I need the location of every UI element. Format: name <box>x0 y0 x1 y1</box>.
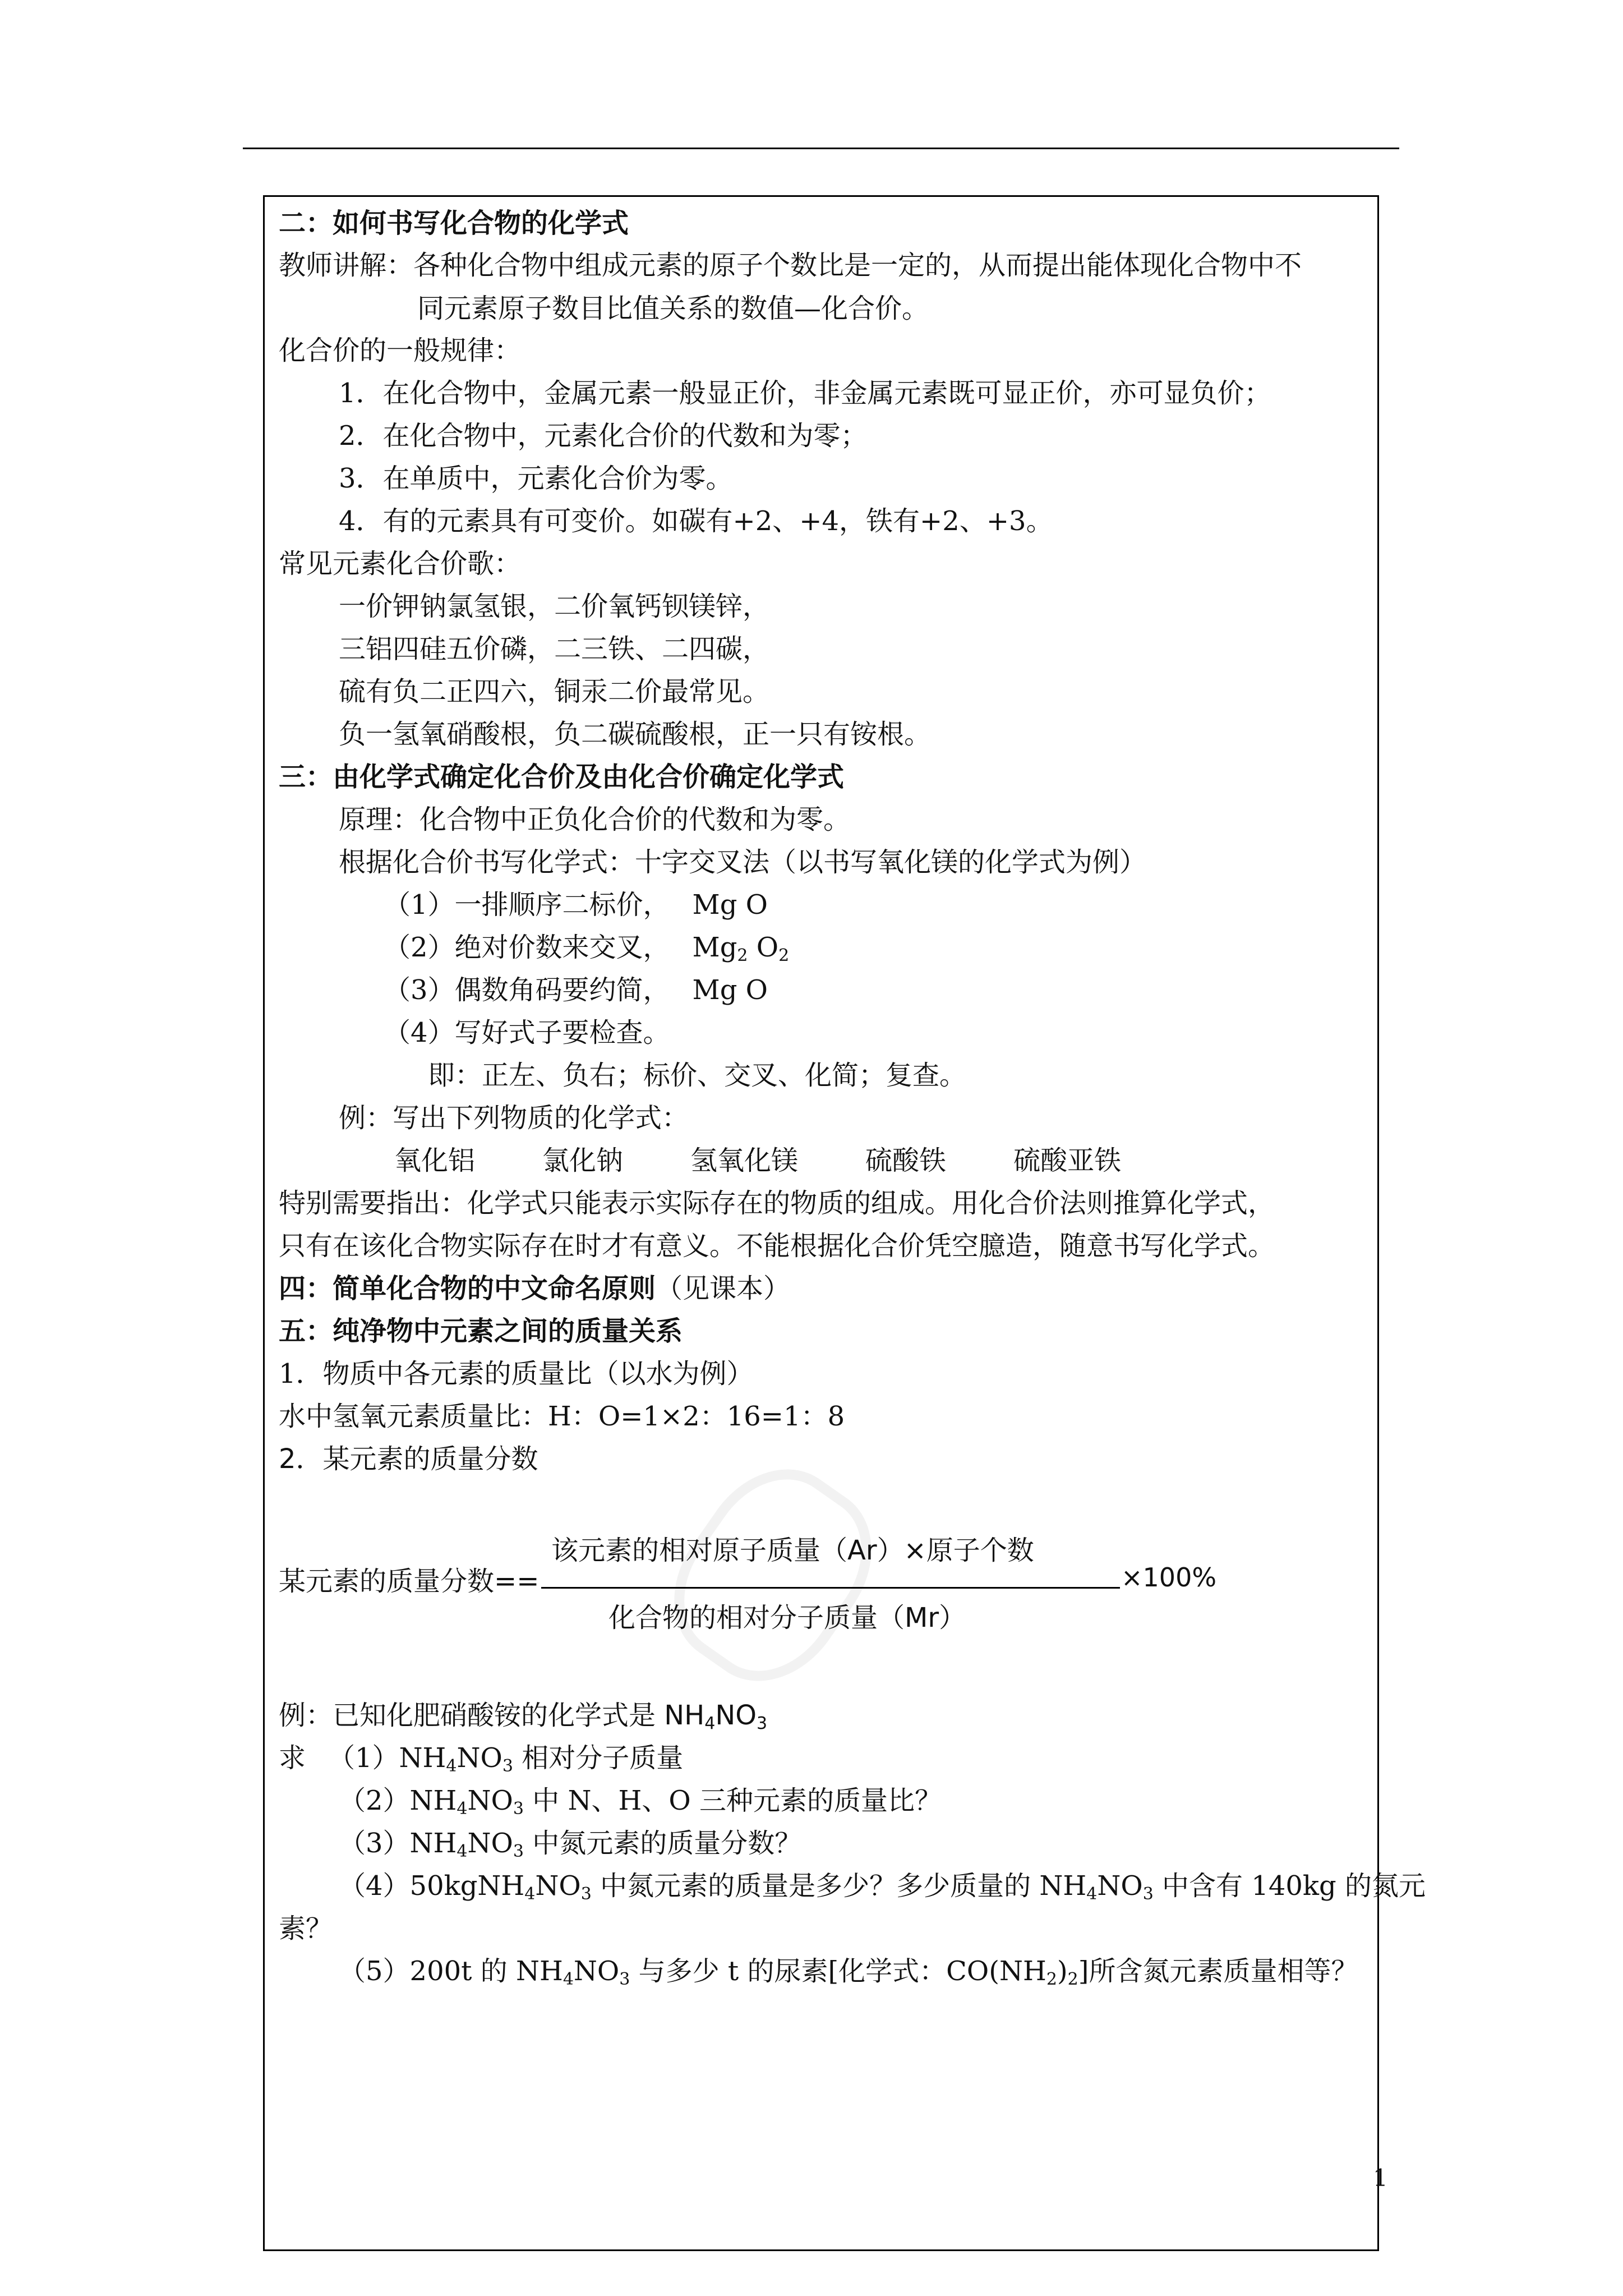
example-item: 硫酸铁 <box>865 1145 947 1176</box>
section-2-title: 二：如何书写化合物的化学式 <box>279 208 629 239</box>
song-line: 三铝四硅五价磷，二三铁、二四碳， <box>339 633 770 665</box>
rule-item: 2．在化合物中，元素化合价的代数和为零； <box>339 420 868 452</box>
rule-item: 4．有的元素具有可变价。如碳有+2、+4，铁有+2、+3。 <box>339 505 1053 537</box>
cross-method-intro: 根据化合价书写化学式：十字交叉法（以书写氧化镁的化学式为例） <box>339 846 1147 878</box>
question-2: $(2)NH_4NO_3$ 中 N、H、O 三种元素的质量比？ <box>339 1785 942 1819</box>
teacher-explanation-line-2: 同元素原子数目比值关系的数值—化合价。 <box>417 293 929 324</box>
example-item: 氯化钠 <box>542 1145 624 1176</box>
formula-numerator: 该元素的相对原子质量（Ar）×原子个数 <box>551 1535 1034 1566</box>
step-1: （1）一排顺序二标价， Mg O <box>384 889 768 921</box>
example-items <box>394 1139 1121 1182</box>
step-formula: Mg O <box>692 889 768 921</box>
mass-fraction-heading: 2．某元素的质量分数 <box>279 1443 538 1475</box>
water-mass-ratio: 水中氢氧元素质量比：H：O=1×2：16=1：8 <box>279 1401 845 1432</box>
song-line: 硫有负二正四六，铜汞二价最常见。 <box>339 676 770 707</box>
question-3: $(3)NH_4NO_3$ 中氮元素的质量分数？ <box>339 1828 802 1861</box>
section-4-title: 四：简单化合物的中文命名原则（见课本） <box>279 1273 791 1304</box>
summary: 即：正左、负右；标价、交叉、化简；复查。 <box>428 1060 967 1091</box>
step-4: （4）写好式子要检查。 <box>384 1017 670 1048</box>
note-line-2: 只有在该化合物实际存在时才有意义。不能根据化合价凭空臆造，随意书写化学式。 <box>279 1230 1275 1262</box>
question-4-continued: 素？ <box>279 1913 333 1944</box>
formula-left-side: 某元素的质量分数== <box>279 1566 540 1597</box>
step-2: （2）绝对价数来交叉， $Mg_2$ $O_2$ <box>384 932 790 965</box>
page-number: 1 <box>1373 2164 1388 2192</box>
example-item: 硫酸亚铁 <box>1013 1145 1122 1176</box>
note-line-1: 特别需要指出：化学式只能表示实际存在的物质的组成。用化合价法则推算化学式， <box>279 1188 1275 1219</box>
song-line: 一价钾钠氯氢银，二价氧钙钡镁锌， <box>339 591 770 622</box>
formula-denominator: 化合物的相对分子质量（Mr） <box>608 1602 966 1634</box>
mass-ratio-heading: 1．物质中各元素的质量比（以水为例） <box>279 1358 754 1389</box>
song-title: 常见元素化合价歌： <box>279 548 522 579</box>
step-formula: Mg O <box>692 974 768 1006</box>
rule-item: 1．在化合物中，金属元素一般显正价，非金属元素既可显正价，亦可显负价； <box>339 378 1271 409</box>
header-rule <box>243 148 1399 149</box>
example-intro: 例：写出下列物质的化学式： <box>339 1102 689 1134</box>
step-3: （3）偶数角码要约简， Mg O <box>384 974 768 1006</box>
teacher-explanation-line-1: 教师讲解：各种化合物中组成元素的原子个数比是一定的，从而提出能体现化合物中不 <box>279 250 1302 281</box>
formula-percent: ×100% <box>1121 1562 1217 1593</box>
example-item: 氢氧化镁 <box>690 1145 799 1176</box>
question-5: （5）200t 的 $NH_4NO_3$ 与多少 t 的尿素[化学式：$CO(NH_2)_2$]所含氮元素质量相等？ <box>339 1955 1358 1989</box>
rule-item: 3．在单质中，元素化合价为零。 <box>339 463 733 494</box>
question-1: 求 $(1)NH_4NO_3$ 相对分子质量 <box>279 1742 684 1776</box>
song-line: 负一氢氧硝酸根，负二碳硫酸根，正一只有铵根。 <box>339 719 932 750</box>
example-item: 氧化铝 <box>394 1145 476 1176</box>
principle: 原理：化合物中正负化合价的代数和为零。 <box>339 804 851 835</box>
section-5-title: 五：纯净物中元素之间的质量关系 <box>279 1315 683 1347</box>
rules-title: 化合价的一般规律： <box>279 335 522 366</box>
section-3-title: 三：由化学式确定化合价及由化合价确定化学式 <box>279 761 845 793</box>
example-2-intro: 例：已知化肥硝酸铵的化学式是 $NH_4NO_3$ <box>279 1700 768 1733</box>
question-4: $(4)50kgNH_4NO_3$ 中氮元素的质量是多少？多少质量的 $NH_4NO_3$ 中含有 140kg 的氮元 <box>339 1870 1426 1904</box>
question-prefix: 求 <box>279 1742 306 1774</box>
section-4-note: （见课本） <box>656 1273 791 1304</box>
fraction-bar <box>541 1587 1120 1589</box>
